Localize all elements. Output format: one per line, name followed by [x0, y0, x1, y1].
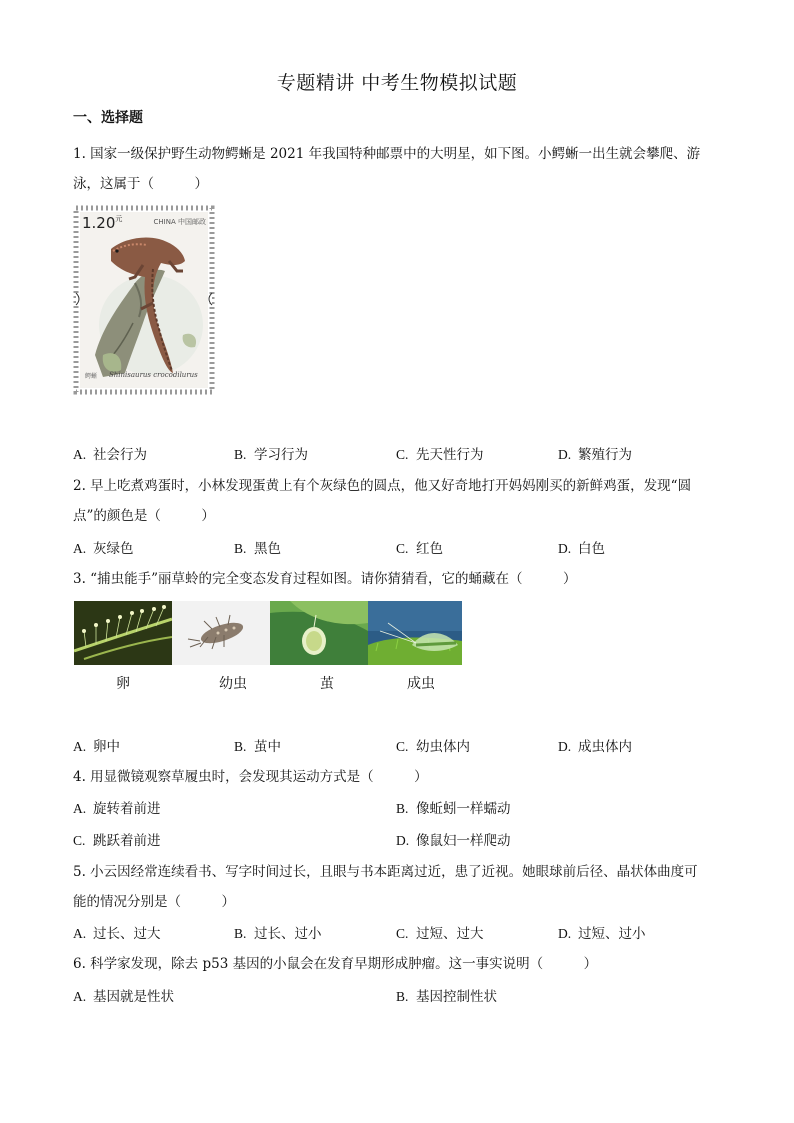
- question-5-text-line-1: 5. 小云因经常连续看书、写字时间过长，且眼与书本距离过近，患了近视。她眼球前后径、晶状体曲度可: [73, 864, 698, 880]
- q1-option-c[interactable]: C. 先天性行为: [396, 447, 484, 463]
- q6-option-b[interactable]: B. 基因控制性状: [396, 989, 497, 1005]
- section-heading: 一、选择题: [73, 110, 143, 126]
- egg-stage-photo: [74, 601, 172, 665]
- question-3-text-line-1: 3. “捕虫能手”丽草蛉的完全变态发育过程如图。请你猜猜看，它的蛹藏在（ ）: [73, 571, 577, 587]
- stamp-country: CHINA 中国邮政: [153, 218, 206, 226]
- caption-adult: 成虫: [407, 676, 435, 692]
- q2-option-a[interactable]: A. 灰绿色: [73, 541, 134, 557]
- q2-option-c[interactable]: C. 红色: [396, 541, 443, 557]
- q3-option-d[interactable]: D. 成虫体内: [558, 739, 632, 755]
- q2-option-d[interactable]: D. 白色: [558, 541, 605, 557]
- q3-option-c[interactable]: C. 幼虫体内: [396, 739, 470, 755]
- larva-stage-photo: [172, 601, 270, 665]
- q1-option-b[interactable]: B. 学习行为: [234, 447, 308, 463]
- q6-option-a[interactable]: A. 基因就是性状: [73, 989, 174, 1005]
- question-2-text-line-2: 点”的颜色是（ ）: [73, 508, 215, 524]
- question-2-text-line-1: 2. 早上吃煮鸡蛋时，小林发现蛋黄上有个灰绿色的圆点，他又好奇地打开妈妈刚买的新鲜鸡蛋，发现“圆: [73, 478, 692, 494]
- q1-option-d[interactable]: D. 繁殖行为: [558, 447, 632, 463]
- question-1-text-line-2: 泳，这属于（ ）: [73, 176, 208, 192]
- crocodile-lizard-stamp-image: [73, 205, 215, 395]
- q5-option-a[interactable]: A. 过长、过大: [73, 926, 161, 942]
- caption-egg: 卵: [116, 676, 130, 692]
- cocoon-stage-photo: [270, 601, 368, 665]
- question-4-text-line-1: 4. 用显微镜观察草履虫时，会发现其运动方式是（ ）: [73, 769, 428, 785]
- q4-option-d[interactable]: D. 像鼠妇一样爬动: [396, 833, 511, 849]
- question-6-text-line-1: 6. 科学家发现，除去 p53 基因的小鼠会在发育早期形成肿瘤。这一事实说明（ ）: [73, 956, 598, 972]
- caption-larva: 幼虫: [219, 676, 247, 692]
- question-1-text-line-1: 1. 国家一级保护野生动物鳄蜥是 2021 年我国特种邮票中的大明星，如下图。小鳄蜥一出生就会攀爬、游: [73, 146, 701, 162]
- q3-option-a[interactable]: A. 卵中: [73, 739, 120, 755]
- caption-cocoon: 茧: [320, 676, 334, 692]
- q4-option-c[interactable]: C. 跳跃着前进: [73, 833, 161, 849]
- q3-option-b[interactable]: B. 茧中: [234, 739, 281, 755]
- q4-option-b[interactable]: B. 像蚯蚓一样蠕动: [396, 801, 511, 817]
- q5-option-d[interactable]: D. 过短、过小: [558, 926, 646, 942]
- stamp-value: $1.20^元$: [82, 214, 123, 232]
- q4-option-a[interactable]: A. 旋转着前进: [73, 801, 161, 817]
- question-5-text-line-2: 能的情况分别是（ ）: [73, 894, 235, 910]
- adult-stage-photo: [368, 601, 462, 665]
- q2-option-b[interactable]: B. 黑色: [234, 541, 281, 557]
- stamp-cn-name: 鳄蜥: [85, 373, 98, 380]
- q5-option-c[interactable]: C. 过短、过大: [396, 926, 484, 942]
- stamp-latin-name: Shinisaurus crocodilurus: [109, 371, 198, 379]
- q5-option-b[interactable]: B. 过长、过小: [234, 926, 322, 942]
- q1-option-a[interactable]: A. 社会行为: [73, 447, 147, 463]
- page-title: 专题精讲 中考生物模拟试题: [276, 72, 518, 94]
